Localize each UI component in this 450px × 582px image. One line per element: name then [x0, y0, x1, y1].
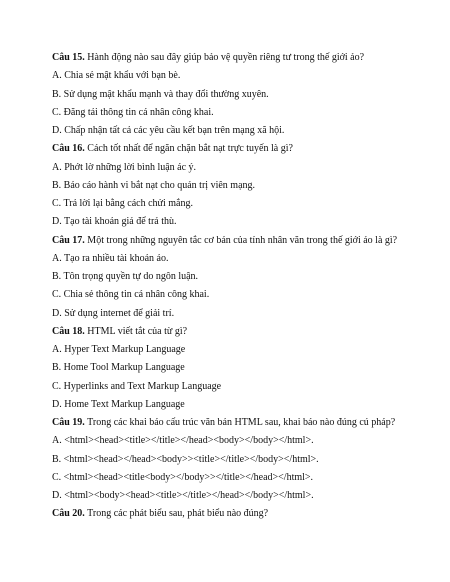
question-text: Một trong những nguyên tắc cơ bản của tính nhân văn trong thế giới ảo là gì?	[84, 234, 398, 246]
question-18	[52, 326, 187, 338]
question-19	[52, 417, 395, 429]
question-number: Câu 20.	[52, 508, 85, 520]
question-number: Câu 19.	[52, 417, 85, 428]
question-16	[52, 143, 293, 155]
answer-option-b: B. Home Tool Markup Language	[52, 362, 185, 374]
answer-option-c: C. Hyperlinks and Text Markup Language	[52, 380, 222, 392]
question-text: Hành động nào sau đây giúp bảo vệ quyền riêng tư trong thế giới ảo?	[84, 52, 365, 63]
answer-option-a: A. Tạo ra nhiều tài khoản ảo.	[52, 252, 169, 264]
answer-option-b: B. Tôn trọng quyền tự do ngôn luận.	[52, 271, 199, 282]
answer-option-c: C. <html><head><title<body></body>></title></head></html>.	[52, 471, 314, 483]
question-17	[52, 235, 397, 247]
question-15	[52, 52, 364, 64]
answer-option-a: A. Phớt lờ những lời bình luận ác ý.	[52, 161, 197, 173]
question-number: Câu 16.	[52, 143, 85, 155]
question-number: Câu 17.	[52, 234, 85, 246]
answer-option-b: B. <html><head></head><body>><title></title></body></html>.	[52, 453, 319, 465]
answer-option-d: D. Chấp nhận tất cả các yêu cầu kết bạn trên mạng xã hội.	[52, 125, 285, 136]
answer-option-c: C. Trả lời lại bằng cách chửi mắng.	[52, 198, 193, 209]
answer-option-b: B. Sử dụng mật khẩu mạnh và thay đổi thường xuyên.	[52, 88, 269, 100]
answer-option-c: C. Chia sẻ thông tin cá nhân công khai.	[52, 289, 210, 301]
answer-option-b: B. Báo cáo hành vi bắt nạt cho quản trị viên mạng.	[52, 179, 256, 191]
question-20	[52, 508, 268, 520]
question-number: Câu 15.	[52, 52, 85, 63]
question-text: Trong các phát biểu sau, phát biểu nào đúng?	[84, 508, 269, 520]
answer-option-d: D. Tạo tài khoản giả để trả thù.	[52, 216, 177, 228]
answer-option-a: A. Chia sẻ mật khẩu với bạn bè.	[52, 70, 181, 82]
answer-option-a: A. Hyper Text Markup Language	[52, 344, 186, 355]
question-text: Cách tốt nhất để ngăn chặn bắt nạt trực tuyến là gì?	[84, 143, 293, 155]
answer-option-a: A. <html><head><title></title></head><body></body></html>.	[52, 435, 314, 447]
answer-option-d: D. Home Text Markup Language	[52, 398, 185, 410]
answer-option-c: C. Đăng tải thông tin cá nhân công khai.	[52, 106, 214, 118]
answer-option-d: D. <html><body><head><title></title></head></body></html>.	[52, 490, 314, 501]
question-number: Câu 18.	[52, 325, 85, 337]
question-text: HTML viết tắt của từ gì?	[84, 325, 188, 337]
answer-option-d: D. Sử dụng internet để giải trí.	[52, 307, 175, 319]
question-text: Trong các khai báo cấu trúc văn bản HTML sau, khai báo nào đúng cú pháp?	[84, 417, 396, 428]
